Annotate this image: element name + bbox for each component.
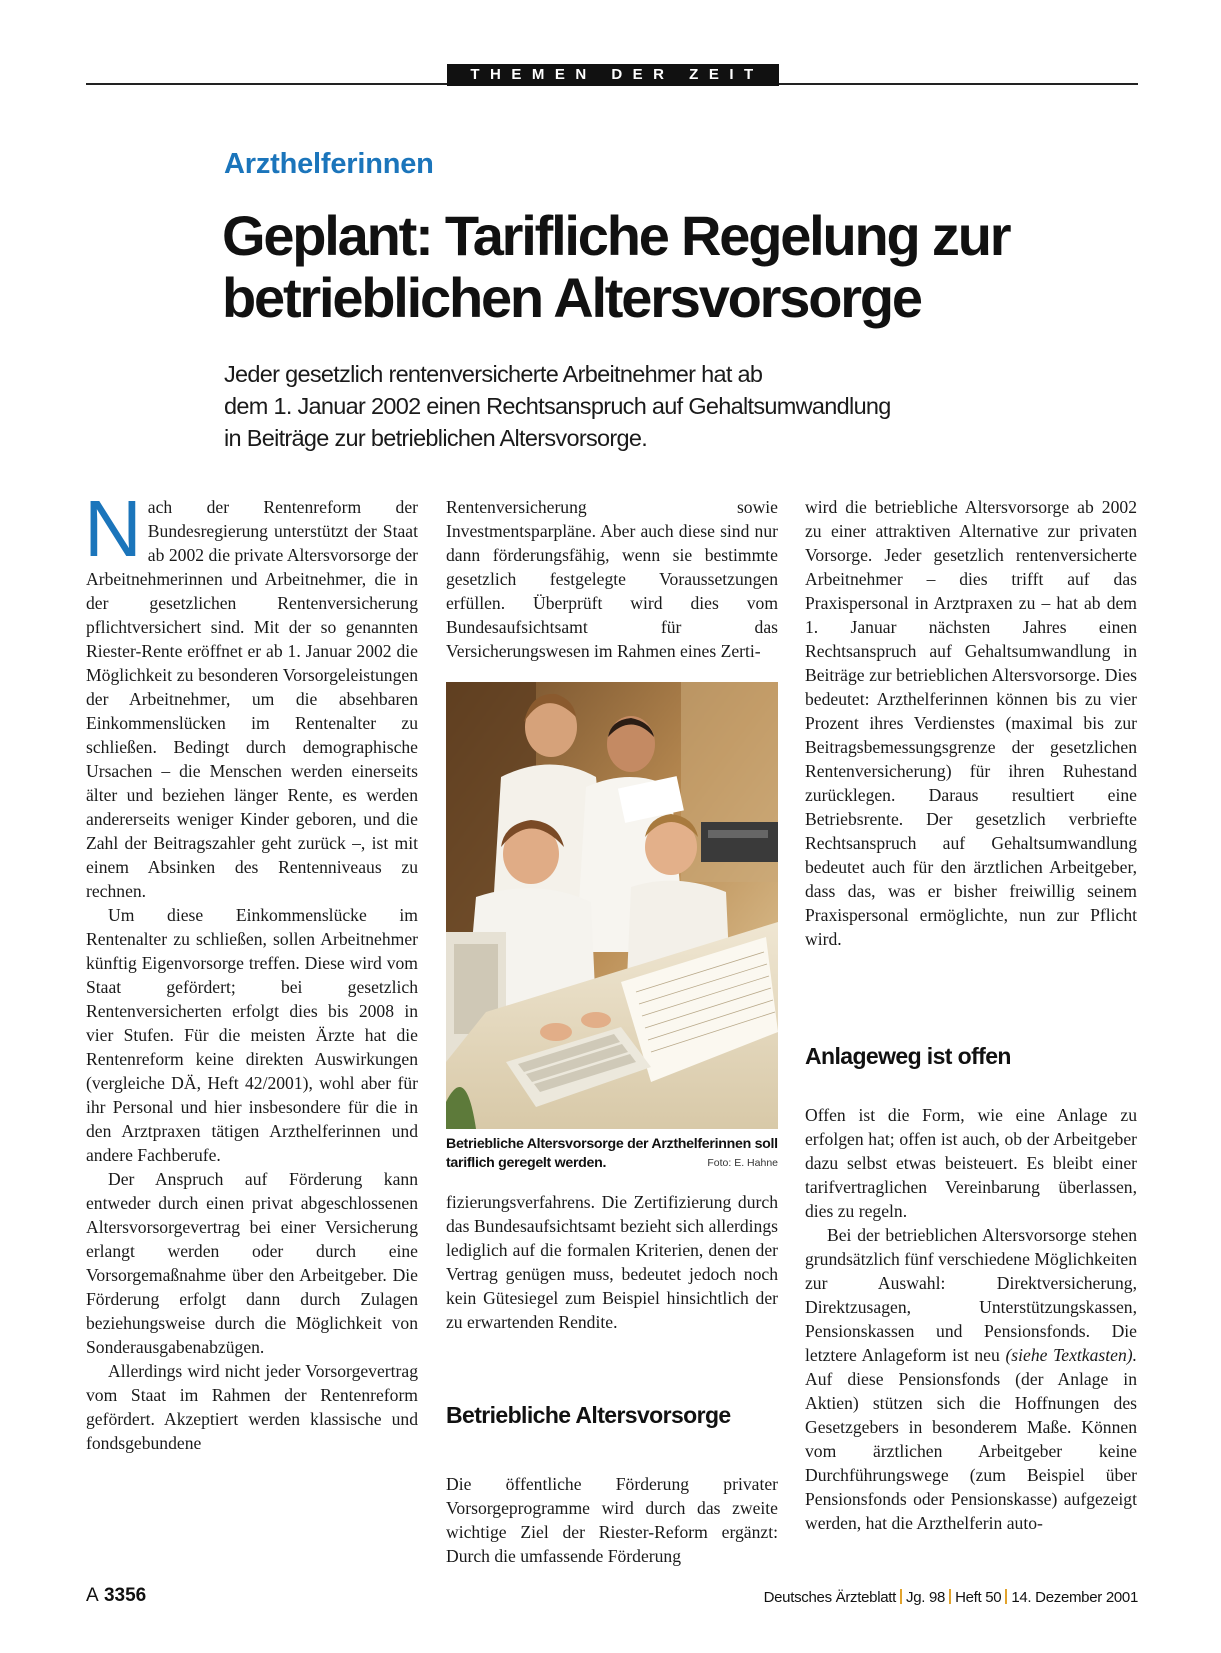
article-kicker: Arzthelferinnen [224,148,434,180]
footer-separator [900,1589,902,1604]
headline-line-1: Geplant: Tarifliche Regelung zur [222,204,1010,267]
paragraph-10 [805,1223,1137,1535]
column-3-bottom [805,1103,1137,1535]
article-lead [224,358,1044,454]
paragraph-9: Offen ist die Form, wie eine Anlage zu erfolgen hat; offen ist auch, ob der Arbeitgeber dazu selbst etwas beisteuert. Es bleibt einer tarifvertraglichen Vereinbarung überlassen, dies zu regeln. [805,1105,1137,1221]
section-label: THEMEN DER ZEIT [447,64,779,86]
article-photo [446,682,778,1129]
subhead-anlageweg: Anlageweg ist offen [805,1043,1011,1069]
caption-text: Betriebliche Altersvorsorge der Arzthelferinnen soll tariflich geregelt werden. [446,1136,778,1171]
textbox-reference: (siehe Textkasten). [1005,1345,1137,1365]
footer-separator [1005,1589,1007,1604]
column-3-top [805,495,1137,951]
page-prefix: A [86,1585,99,1606]
paragraph-2: Um diese Einkommenslücke im Rentenalter zu schließen, sollen Arbeitnehmer künftig Eigenvorsorge treffen. Diese wird vom Staat gefördert; bei gesetzlich Rentenversicherten erfolgt dies bis 2008 in vier Stufen. Für die meisten Ärzte hat die Rentenreform keine direkten Auswirkungen (vergleiche DÄ, Heft 42/2001), wohl aber für ihr Personal und hier insbesondere für die in den Arztpraxen tätigen Arzthelferinnen und andere Fachberufe. [86,905,418,1165]
paragraph-3: Der Anspruch auf Förderung kann entweder durch einen privat abgeschlossenen Altersvorsorgevertrag bei einer Versicherung erlangt werden oder durch eine Vorsorgemaßnahme über den Arbeitgeber. Die Förderung erfolgt dann durch Zulagen beziehungsweise durch die Möglichkeit von Sonderausgabenabzügen. [86,1169,418,1357]
headline-line-2: betrieblichen Altersvorsorge [222,266,921,329]
paragraph-10-text-b: Auf diese Pensionsfonds (der Anlage in Aktien) stützen sich die Hoffnungen des Gesetzgebers in besonderem Maße. Können vom ärztlichen Arbeitgeber keine Durchführungswege (zum Beispiel über Pensionsfonds oder Pensionskasse) aufgezeigt werden, hat die Arzthelferin auto- [805,1369,1137,1533]
paragraph-6: fizierungsverfahrens. Die Zertifizierung durch das Bundesaufsichtsamt bezieht sich allerdings lediglich auf die formalen Kriterien, denen der Vertrag genügen muss, bedeutet jedoch noch kein Gütesiegel zum Beispiel hinsichtlich der zu erwartenden Rendite. [446,1192,778,1332]
paragraph-4: Allerdings wird nicht jeder Vorsorgevertrag vom Staat im Rahmen der Rentenreform gefördert. Akzeptiert werden klassische und fondsgebundene [86,1361,418,1453]
paragraph-5: Rentenversicherung sowie Investmentsparpläne. Aber auch diese sind nur dann förderungsfähig, wenn sie bestimmte gesetzlich festgelegte Voraussetzungen erfüllen. Überprüft wird dies vom Bundesaufsichtsamt für das Versicherungswesen im Rahmen eines Zerti- [446,497,778,661]
lead-line-3: in Beiträge zur betrieblichen Altersvorsorge. [224,425,648,451]
paragraph-1-text: ach der Rentenreform der Bundesregierung unterstützt der Staat ab 2002 die private Altersvorsorge der Arbeitnehmerinnen und Arbeitnehmer, die in der gesetzlichen Rentenversicherung pflichtversichert sind. Mit der so genannten Riester-Rente eröffnet er ab 1. Januar 2002 die Möglichkeit zu besonderen Vorsorgeleistungen der Arbeitnehmer, um die absehbaren Einkommenslücken im Rentenalter zu schließen. Bedingt durch demographische Ursachen – die Menschen werden einerseits älter und beziehen länger Rente, es werden andererseits weniger Kinder geboren, und die Zahl der Beitragszahler geht zurück –, ist mit einem Absinken des Rentenniveaus zu rechnen. [86,497,418,901]
paragraph-10-text-a: Bei der betrieblichen Altersvorsorge stehen grundsätzlich fünf verschiedene Möglichkeiten zur Auswahl: Direktversicherung, Direktzusagen, Unterstützungskassen, Pensionskassen und Pensionsfonds. Die letztere Anlageform ist neu [805,1225,1137,1365]
subhead-betriebliche-altersvorsorge: Betriebliche Altersvorsorge [446,1402,731,1428]
lead-line-2: dem 1. Januar 2002 einen Rechtsanspruch auf Gehaltsumwandlung [224,393,891,419]
drop-cap: N [84,484,142,573]
page-number-value: 3356 [103,1585,147,1606]
column-2-top [446,495,778,663]
photo-credit: Foto: E. Hahne [707,1157,778,1169]
footer-separator [949,1589,951,1604]
lead-line-1: Jeder gesetzlich rentenversicherte Arbeitnehmer hat ab [224,361,763,387]
journal-footer [764,1589,1138,1606]
column-1 [84,484,418,1455]
journal-issue: Heft 50 [955,1589,1002,1606]
journal-volume: Jg. 98 [906,1589,946,1606]
paragraph-7: Die öffentliche Förderung privater Vorsorgeprogramme wird durch das zweite wichtige Ziel der Riester-Reform ergänzt: Durch die umfassende Förderung [446,1474,778,1566]
column-2-end [446,1472,778,1568]
photo-illustration [446,682,778,1129]
paragraph-1 [84,484,418,903]
journal-name: Deutsches Ärzteblatt [763,1589,897,1606]
journal-date: 14. Dezember 2001 [1011,1589,1138,1606]
article-headline [222,205,1102,329]
page-number [86,1585,146,1607]
photo-caption [446,1135,778,1173]
column-2-bottom [446,1190,778,1334]
paragraph-8: wird die betriebliche Altersvorsorge ab 2002 zu einer attraktiven Alternative zur privaten Vorsorge. Jeder gesetzlich rentenversicherte Arbeitnehmer – dies trifft auf das Praxispersonal in Arztpraxen zu – hat ab dem 1. Januar nächsten Jahres einen Rechtsanspruch auf Gehaltsumwandlung in Beiträge zur betrieblichen Altersvorsorge. Dies bedeutet: Arzthelferinnen können bis zu vier Prozent ihres Verdienstes (maximal bis zur Beitragsbemessungsgrenze der gesetzlichen Rentenversicherung) für ihren Ruhestand zurücklegen. Daraus resultiert eine Betriebsrente. Der gesetzlich verbriefte Rechtsanspruch auf Gehaltsumwandlung bedeutet auch für den ärztlichen Arbeitgeber, dass das, was er bisher freiwillig seinem Praxispersonal ermöglichte, nun zur Pflicht wird. [805,497,1137,949]
